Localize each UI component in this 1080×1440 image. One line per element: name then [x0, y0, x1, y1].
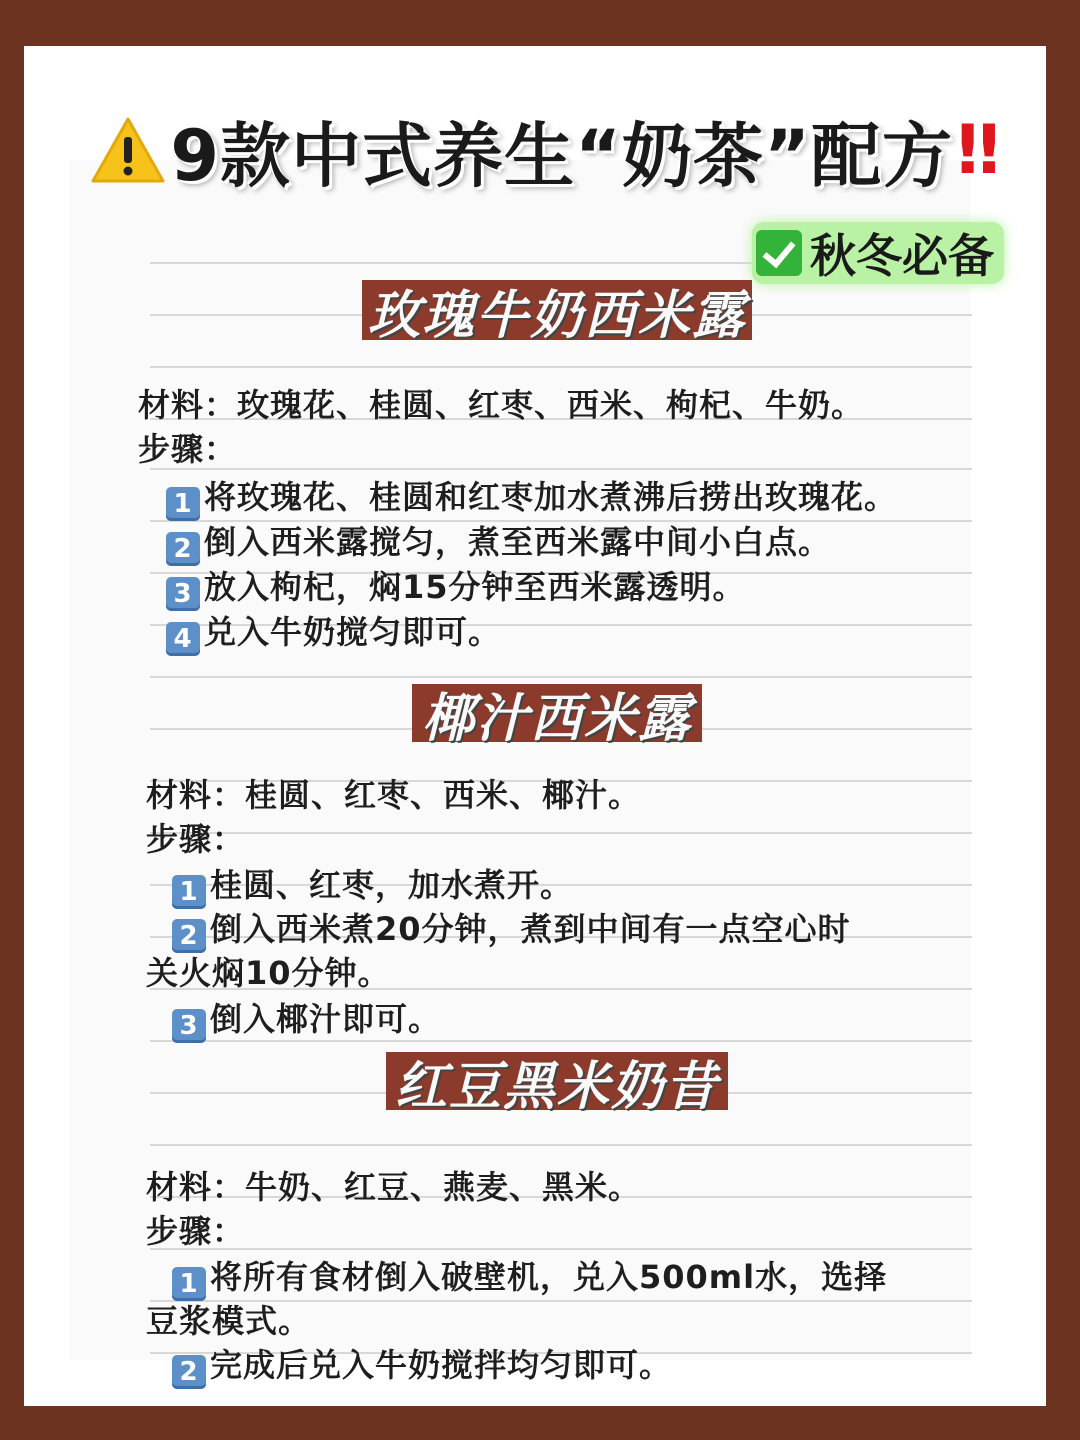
- ingredients-line: 材料：牛奶、红豆、燕麦、黑米。: [146, 1168, 642, 1206]
- number-3-icon: 3: [166, 577, 200, 611]
- double-exclamation-icon: ‼: [957, 110, 990, 190]
- ingredients-line: 材料：玫瑰花、桂圆、红枣、西米、枸杞、牛奶。: [138, 386, 865, 424]
- recipe-title: 椰汁西米露: [412, 684, 702, 742]
- number-1-icon: 1: [172, 875, 206, 909]
- step-continuation: 关火焖10分钟。: [146, 954, 391, 992]
- ruled-line: [150, 366, 972, 368]
- warning-icon: [90, 115, 166, 185]
- recipe-title: 玫瑰牛奶西米露: [362, 280, 752, 340]
- number-2-icon: 2: [166, 532, 200, 566]
- step-line: 4 兑入牛奶搅匀即可。: [166, 607, 501, 656]
- number-4-icon: 4: [166, 622, 200, 656]
- step-continuation: 豆浆模式。: [146, 1302, 312, 1340]
- ruled-line: [150, 468, 972, 470]
- ingredients-line: 材料：桂圆、红枣、西米、椰汁。: [146, 776, 642, 814]
- number-2-icon: 2: [172, 919, 206, 953]
- season-badge: [752, 222, 1004, 284]
- steps-label: 步骤：: [146, 1212, 246, 1250]
- page-title: [60, 100, 1020, 200]
- step-line: 2 倒入西米煮20分钟，煮到中间有一点空心时: [172, 904, 851, 953]
- ruled-line: [150, 1144, 972, 1146]
- step-line: 3 放入枸杞，焖15分钟至西米露透明。: [166, 562, 746, 611]
- ruled-line: [150, 1248, 972, 1250]
- number-2-icon: 2: [172, 1355, 206, 1389]
- badge-text: 秋冬必备: [810, 229, 994, 283]
- title-text: 9款中式养生“奶茶”配方: [170, 114, 954, 197]
- number-3-icon: 3: [172, 1009, 206, 1043]
- step-line: 1 将玫瑰花、桂圆和红枣加水煮沸后捞出玫瑰花。: [166, 472, 897, 521]
- step-line: 3 倒入椰汁即可。: [172, 994, 441, 1043]
- number-1-icon: 1: [166, 487, 200, 521]
- step-line: 2 倒入西米露搅匀，煮至西米露中间小白点。: [166, 517, 831, 566]
- check-icon: [756, 230, 802, 276]
- number-1-icon: 1: [172, 1267, 206, 1301]
- steps-label: 步骤：: [146, 820, 246, 858]
- step-line: 2 完成后兑入牛奶搅拌均匀即可。: [172, 1340, 672, 1389]
- recipe-title: 红豆黑米奶昔: [386, 1052, 728, 1110]
- step-line: 1 将所有食材倒入破壁机，兑入500ml水，选择: [172, 1252, 887, 1301]
- ruled-line: [150, 832, 972, 834]
- step-line: 1 桂圆、红枣，加水煮开。: [172, 860, 573, 909]
- steps-label: 步骤：: [138, 430, 238, 468]
